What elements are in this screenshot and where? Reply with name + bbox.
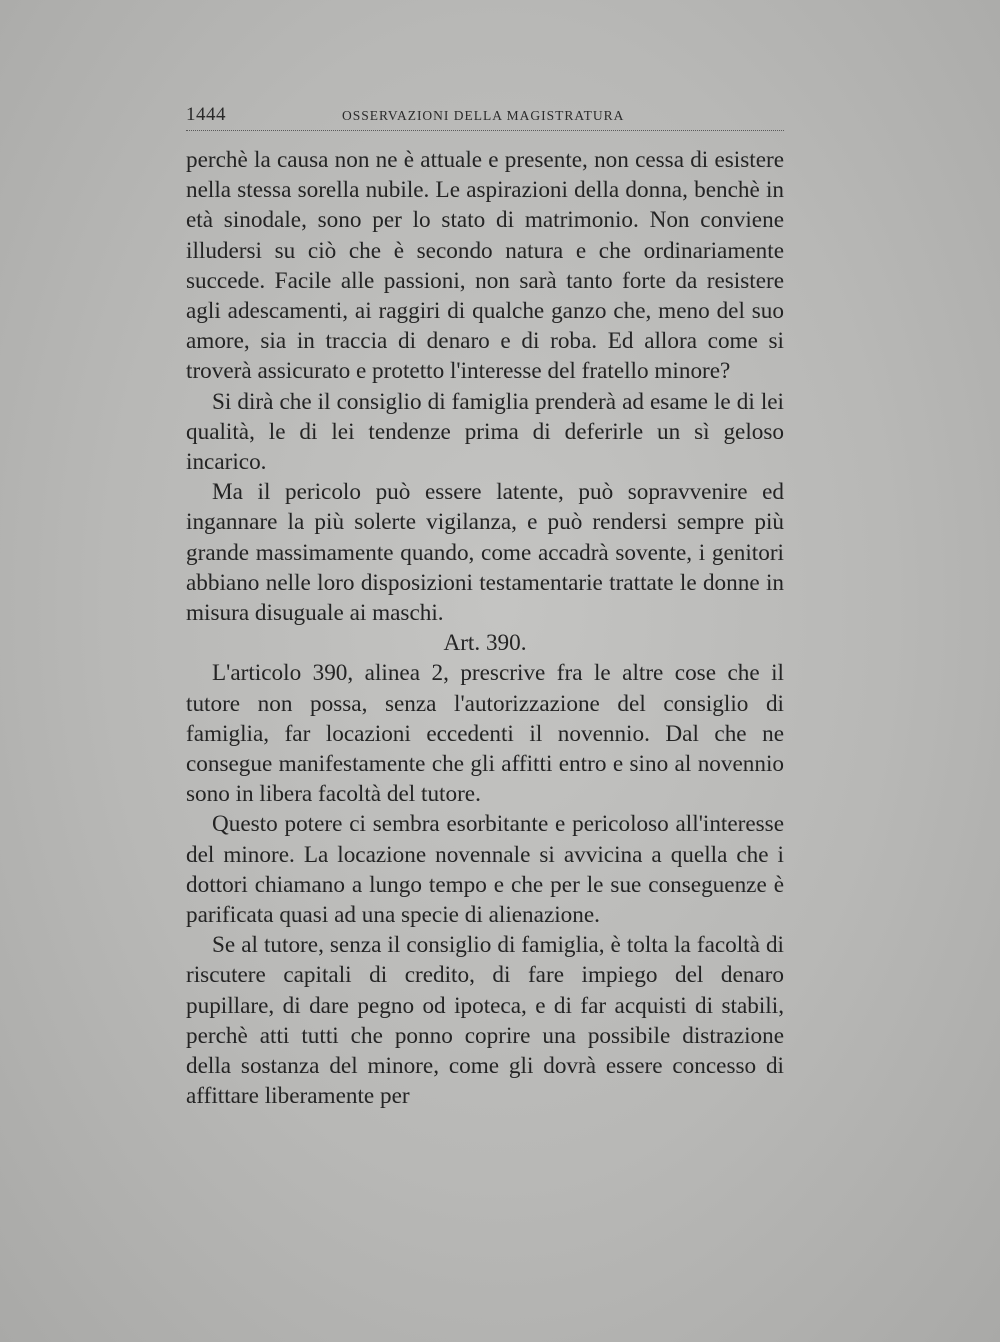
- body-text: [186, 145, 784, 1112]
- paragraph: Se al tutore, senza il consiglio di famiglia, è tolta la facoltà di riscutere capitali di credito, di fare impiego del denaro pupillare, di dare pegno od ipoteca, e di far acquisti di stabili, perchè atti tutti che ponno coprire una possibile distrazione della sostanza del minore, come gli dovrà essere concesso di affittare liberamente per: [186, 932, 784, 1110]
- paragraph: L'articolo 390, alinea 2, prescrive fra le altre cose che il tutore non possa, senza l'autorizzazione del consiglio di famiglia, far locazioni eccedenti il novennio. Dal che ne consegue manifestamente che gli affitti entro e sino al novennio sono in libera facoltà del tutore.: [186, 660, 784, 808]
- header-rule: [186, 130, 784, 131]
- paragraph: perchè la causa non ne è attuale e presente, non cessa di esistere nella stessa sorella nubile. Le aspirazioni della donna, benchè in età sinodale, sono per lo stato di matrimonio. Non conviene illudersi su ciò che è secondo natura e che ordinariamente succede. Facile alle passioni, non sarà tanto forte da resistere agli adescamenti, ai raggiri di qualche ganzo che, meno del suo amore, sia in traccia di denaro e di roba. Ed allora come si troverà assicurato e protetto l'interesse del fratello minore?: [186, 147, 784, 385]
- page-header: [186, 104, 784, 130]
- paragraph: Questo potere ci sembra esorbitante e pericoloso all'interesse del minore. La locazione novennale si avvicina a quella che i dottori chiamano a lungo tempo e che per le sue conseguenze è parificata quasi ad una specie di alienazione.: [186, 811, 784, 929]
- article-heading: Art. 390.: [443, 630, 527, 657]
- running-title: OSSERVAZIONI DELLA MAGISTRATURA: [342, 108, 625, 123]
- page-number: 1444: [186, 104, 226, 125]
- paragraph: Ma il pericolo può essere latente, può sopravvenire ed ingannare la più solerte vigilanza, e può rendersi sempre più grande massimamente quando, come accadrà sovente, i genitori abbiano nelle loro disposizioni testamentarie trattate le donne in misura disuguale ai maschi.: [186, 479, 784, 627]
- paragraph: Si dirà che il consiglio di famiglia prenderà ad esame le di lei qualità, le di lei tendenze prima di deferirle un sì geloso incarico.: [186, 388, 784, 476]
